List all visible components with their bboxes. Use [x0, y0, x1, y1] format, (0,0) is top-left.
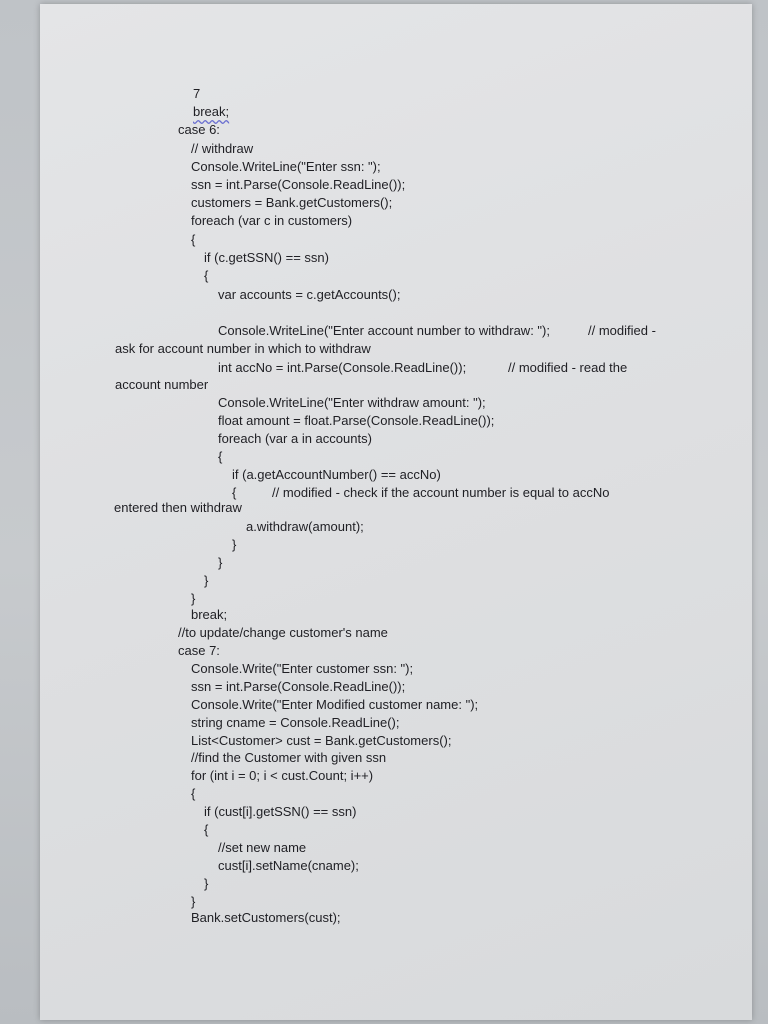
code-line: case 7: — [178, 643, 220, 658]
code-line: } — [191, 591, 196, 606]
code-line: account number — [115, 377, 209, 392]
code-line: { — [218, 449, 223, 464]
code-line: //find the Customer with given ssn — [191, 750, 387, 765]
code-line: } — [204, 876, 209, 891]
code-line: Console.Write("Enter customer ssn: "); — [191, 661, 414, 676]
code-line: List<Customer> cust = Bank.getCustomers(); — [191, 733, 452, 748]
code-line: Bank.setCustomers(cust); — [191, 910, 341, 925]
code-line: if (a.getAccountNumber() == accNo) — [232, 467, 441, 482]
code-line: int accNo = int.Parse(Console.ReadLine()); — [218, 360, 467, 375]
code-line: //set new name — [218, 840, 307, 855]
code-line: if (cust[i].getSSN() == ssn) — [204, 804, 357, 819]
code-line: //to update/change customer's name — [178, 625, 388, 640]
code-comment: // modified - read the — [508, 360, 628, 375]
code-line: a.withdraw(amount); — [246, 519, 364, 534]
code-line: } — [204, 573, 209, 588]
code-line: foreach (var c in customers) — [191, 213, 353, 228]
code-line: ask for account number in which to withdraw — [115, 341, 371, 356]
code-line: ssn = int.Parse(Console.ReadLine()); — [191, 679, 406, 694]
code-comment: // modified - check if the account number is equal to accNo — [272, 485, 610, 500]
code-line: { — [204, 822, 209, 837]
code-line: float amount = float.Parse(Console.ReadLine()); — [218, 413, 495, 428]
code-line: break; — [193, 104, 230, 119]
code-line: case 6: — [178, 122, 220, 137]
code-line: customers = Bank.getCustomers(); — [191, 195, 393, 210]
code-line: { — [191, 786, 196, 801]
code-line: Console.WriteLine("Enter account number to withdraw: "); — [218, 323, 550, 338]
code-comment: // modified - — [588, 323, 656, 338]
code-line: break; — [191, 607, 228, 622]
code-line: { — [191, 232, 196, 247]
code-line: Console.Write("Enter Modified customer name: "); — [191, 697, 479, 712]
code-line: var accounts = c.getAccounts(); — [218, 287, 401, 302]
code-line: // withdraw — [191, 141, 254, 156]
code-line: Console.WriteLine("Enter ssn: "); — [191, 159, 381, 174]
code-line: ssn = int.Parse(Console.ReadLine()); — [191, 177, 406, 192]
code-line: } — [232, 537, 237, 552]
code-line: for (int i = 0; i < cust.Count; i++) — [191, 768, 374, 783]
code-line: entered then withdraw — [114, 500, 242, 515]
code-line: { — [232, 485, 237, 500]
code-line: } — [218, 555, 223, 570]
code-line: Console.WriteLine("Enter withdraw amount: "); — [218, 395, 486, 410]
code-line: foreach (var a in accounts) — [218, 431, 372, 446]
code-line: 7 — [193, 86, 201, 101]
code-line: cust[i].setName(cname); — [218, 858, 359, 873]
code-line: } — [191, 894, 196, 909]
code-line: string cname = Console.ReadLine(); — [191, 715, 400, 730]
code-line: { — [204, 268, 209, 283]
code-line: if (c.getSSN() == ssn) — [204, 250, 329, 265]
